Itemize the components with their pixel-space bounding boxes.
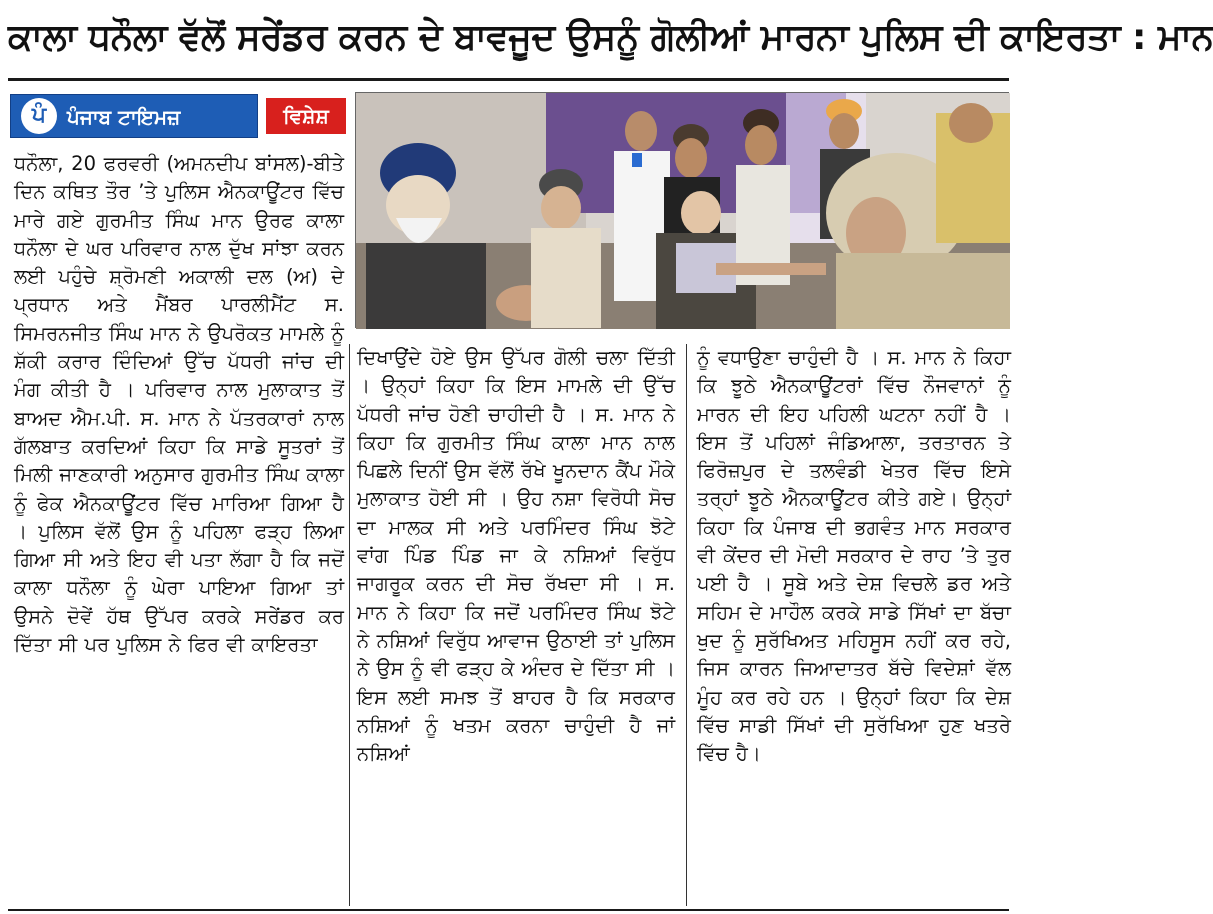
news-photo xyxy=(355,92,1009,328)
article-column-2: ਦਿਖਾਉਂਦੇ ਹੋਏ ਉਸ ਉੱਪਰ ਗੋਲੀ ਚਲਾ ਦਿੱਤੀ । ਉਨ੍ਹਾਂ ਕਿਹਾ ਕਿ ਇਸ ਮਾਮਲੇ ਦੀ ਉੱਚ ਪੱਧਰੀ ਜਾਂਚ ਹੋਣੀ ਚਾਹੀਦੀ ਹੈ । ਸ. ਮਾਨ ਨੇ ਕਿਹਾ ਕਿ ਗੁਰਮੀਤ ਸਿੰਘ ਕਾਲਾ ਮਾਨ ਨਾਲ ਪਿਛਲੇ ਦਿਨੀਂ ਉਸ ਵੱਲੋਂ ਰੱਖੇ ਖੂਨਦਾਨ ਕੈਂਪ ਮੌਕੇ ਮੁਲਾਕਾਤ ਹੋਈ ਸੀ । ਉਹ ਨਸ਼ਾ ਵਿਰੋਧੀ ਸੋਚ ਦਾ ਮਾਲਕ ਸੀ ਅਤੇ ਪਰਮਿੰਦਰ ਸਿੰਘ ਝੋਟੇ ਵਾਂਗ ਪਿੰਡ ਪਿੰਡ ਜਾ ਕੇ ਨਸ਼ਿਆਂ ਵਿਰੁੱਧ ਜਾਗਰੂਕ ਕਰਨ ਦੀ ਸੋਚ ਰੱਖਦਾ ਸੀ । ਸ. ਮਾਨ ਨੇ ਕਿਹਾ ਕਿ ਜਦੋਂ ਪਰਮਿੰਦਰ ਸਿੰਘ ਝੋਟੇ ਨੇ ਨਸ਼ਿਆਂ ਵਿਰੁੱਧ ਆਵਾਜ ਉਠਾਈ ਤਾਂ ਪੁਲਿਸ ਨੇ ਉਸ ਨੂੰ ਵੀ ਫੜ੍ਹ ਕੇ ਅੰਦਰ ਦੇ ਦਿੱਤਾ ਸੀ । ਇਸ ਲਈ ਸਮਝ ਤੋਂ ਬਾਹਰ ਹੈ ਕਿ ਸਰਕਾਰ ਨਸ਼ਿਆਂ ਨੂੰ ਖਤਮ ਕਰਨਾ ਚਾਹੁੰਦੀ ਹੈ ਜਾਂ ਨਸ਼ਿਆਂ xyxy=(357,346,675,766)
publication-name: ਪੰਜਾਬ ਟਾਇਮਜ਼ xyxy=(67,105,181,129)
special-tag: ਵਿਸ਼ੇਸ਼ xyxy=(266,98,346,134)
headline: ਕਾਲਾ ਧਨੌਲਾ ਵੱਲੋਂ ਸਰੇਂਡਰ ਕਰਨ ਦੇ ਬਾਵਜੂਦ ਉਸਨੂੰ ਗੋਲੀਆਂ ਮਾਰਨਾ ਪੁਲਿਸ ਦੀ ਕਾਇਰਤਾ : ਮਾਨ xyxy=(8,17,1213,58)
article-column-1: ਧਨੌਲਾ, 20 ਫਰਵਰੀ (ਅਮਨਦੀਪ ਬਾਂਸਲ)-ਬੀਤੇ ਦਿਨ ਕਥਿਤ ਤੌਰ ’ਤੇ ਪੁਲਿਸ ਐਨਕਾਊਂਟਰ ਵਿੱਚ ਮਾਰੇ ਗਏ ਗੁਰਮੀਤ ਸਿੰਘ ਮਾਨ ਉਰਫ ਕਾਲਾ ਧਨੌਲਾ ਦੇ ਘਰ ਪਰਿਵਾਰ ਨਾਲ ਦੁੱਖ ਸਾਂਝਾ ਕਰਨ ਲਈ ਪਹੁੰਚੇ ਸ਼੍ਰੋਮਣੀ ਅਕਾਲੀ ਦਲ (ਅ) ਦੇ ਪ੍ਰਧਾਨ ਅਤੇ ਮੈਂਬਰ ਪਾਰਲੀਮੈਂਟ ਸ. ਸਿਮਰਨਜੀਤ ਸਿੰਘ ਮਾਨ ਨੇ ਉਪਰੋਕਤ ਮਾਮਲੇ ਨੂੰ ਸ਼ੱਕੀ ਕਰਾਰ ਦਿੰਦਿਆਂ ਉੱਚ ਪੱਧਰੀ ਜਾਂਚ ਦੀ ਮੰਗ ਕੀਤੀ ਹੈ । ਪਰਿਵਾਰ ਨਾਲ ਮੁਲਾਕਾਤ ਤੋਂ ਬਾਅਦ ਐਮ.ਪੀ. ਸ. ਮਾਨ ਨੇ ਪੱਤਰਕਾਰਾਂ ਨਾਲ ਗੱਲਬਾਤ ਕਰਦਿਆਂ ਕਿਹਾ ਕਿ ਸਾਡੇ ਸੂਤਰਾਂ ਤੋਂ ਮਿਲੀ ਜਾਣਕਾਰੀ ਅਨੁਸਾਰ ਗੁਰਮੀਤ ਸਿੰਘ ਕਾਲਾ ਨੂੰ ਫੇਕ ਐਨਕਾਊਂਟਰ ਵਿੱਚ ਮਾਰਿਆ ਗਿਆ ਹੈ । ਪੁਲਿਸ ਵੱਲੋਂ ਉਸ ਨੂੰ ਪਹਿਲਾ ਫੜ੍ਹ ਲਿਆ ਗਿਆ ਸੀ ਅਤੇ ਇਹ ਵੀ ਪਤਾ ਲੱਗਾ ਹੈ ਕਿ ਜਦੋਂ ਕਾਲਾ ਧਨੌਲਾ ਨੂੰ ਘੇਰਾ ਪਾਇਆ ਗਿਆ ਤਾਂ ਉਸਨੇ ਦੋਵੇਂ ਹੱਥ ਉੱਪਰ ਕਰਕੇ ਸਰੇਂਡਰ ਕਰ ਦਿੱਤਾ ਸੀ ਪਰ ਪੁਲਿਸ ਨੇ ਫਿਰ ਵੀ ਕਾਇਰਤਾ xyxy=(14,152,344,657)
article-column-3: ਨੂੰ ਵਧਾਉਣਾ ਚਾਹੁੰਦੀ ਹੈ । ਸ. ਮਾਨ ਨੇ ਕਿਹਾ ਕਿ ਝੂਠੇ ਐਨਕਾਊਂਟਰਾਂ ਵਿੱਚ ਨੌਜਵਾਨਾਂ ਨੂੰ ਮਾਰਨ ਦੀ ਇਹ ਪਹਿਲੀ ਘਟਨਾ ਨਹੀਂ ਹੈ । ਇਸ ਤੋਂ ਪਹਿਲਾਂ ਜੰਡਿਆਲਾ, ਤਰਤਾਰਨ ਤੇ ਫਿਰੋਜ਼ਪੁਰ ਦੇ ਤਲਵੰਡੀ ਖੇਤਰ ਵਿੱਚ ਇਸੇ ਤਰ੍ਹਾਂ ਝੂਠੇ ਐਨਕਾਊਂਟਰ ਕੀਤੇ ਗਏ। ਉਨ੍ਹਾਂ ਕਿਹਾ ਕਿ ਪੰਜਾਬ ਦੀ ਭਗਵੰਤ ਮਾਨ ਸਰਕਾਰ ਵੀ ਕੇਂਦਰ ਦੀ ਮੋਦੀ ਸਰਕਾਰ ਦੇ ਰਾਹ ’ਤੇ ਤੁਰ ਪਈ ਹੈ । ਸੂਬੇ ਅਤੇ ਦੇਸ਼ ਵਿਚਲੇ ਡਰ ਅਤੇ ਸਹਿਮ ਦੇ ਮਾਹੌਲ ਕਰਕੇ ਸਾਡੇ ਸਿੱਖਾਂ ਦਾ ਬੱਚਾ ਖੁਦ ਨੂੰ ਸੁਰੱਖਿਅਤ ਮਹਿਸੂਸ ਨਹੀਂ ਕਰ ਰਹੇ, ਜਿਸ ਕਾਰਨ ਜਿਆਦਾਤਰ ਬੱਚੇ ਵਿਦੇਸ਼ਾਂ ਵੱਲ ਮੂੰਹ ਕਰ ਰਹੇ ਹਨ । ਉਨ੍ਹਾਂ ਕਿਹਾ ਕਿ ਦੇਸ਼ ਵਿੱਚ ਸਾਡੀ ਸਿੱਖਾਂ ਦੀ ਸੁਰੱਖਿਆ ਹੁਣ ਖਤਰੇ ਵਿੱਚ ਹੈ। xyxy=(697,346,1011,766)
column-divider xyxy=(686,344,687,906)
news-photo-image xyxy=(356,93,1010,329)
publication-logo xyxy=(10,94,258,138)
section-badge xyxy=(10,94,347,140)
bottom-rule xyxy=(8,909,1009,911)
headline-rule xyxy=(8,78,1009,81)
publication-logo-icon: ਪੰ xyxy=(21,98,57,134)
column-divider xyxy=(349,344,350,906)
